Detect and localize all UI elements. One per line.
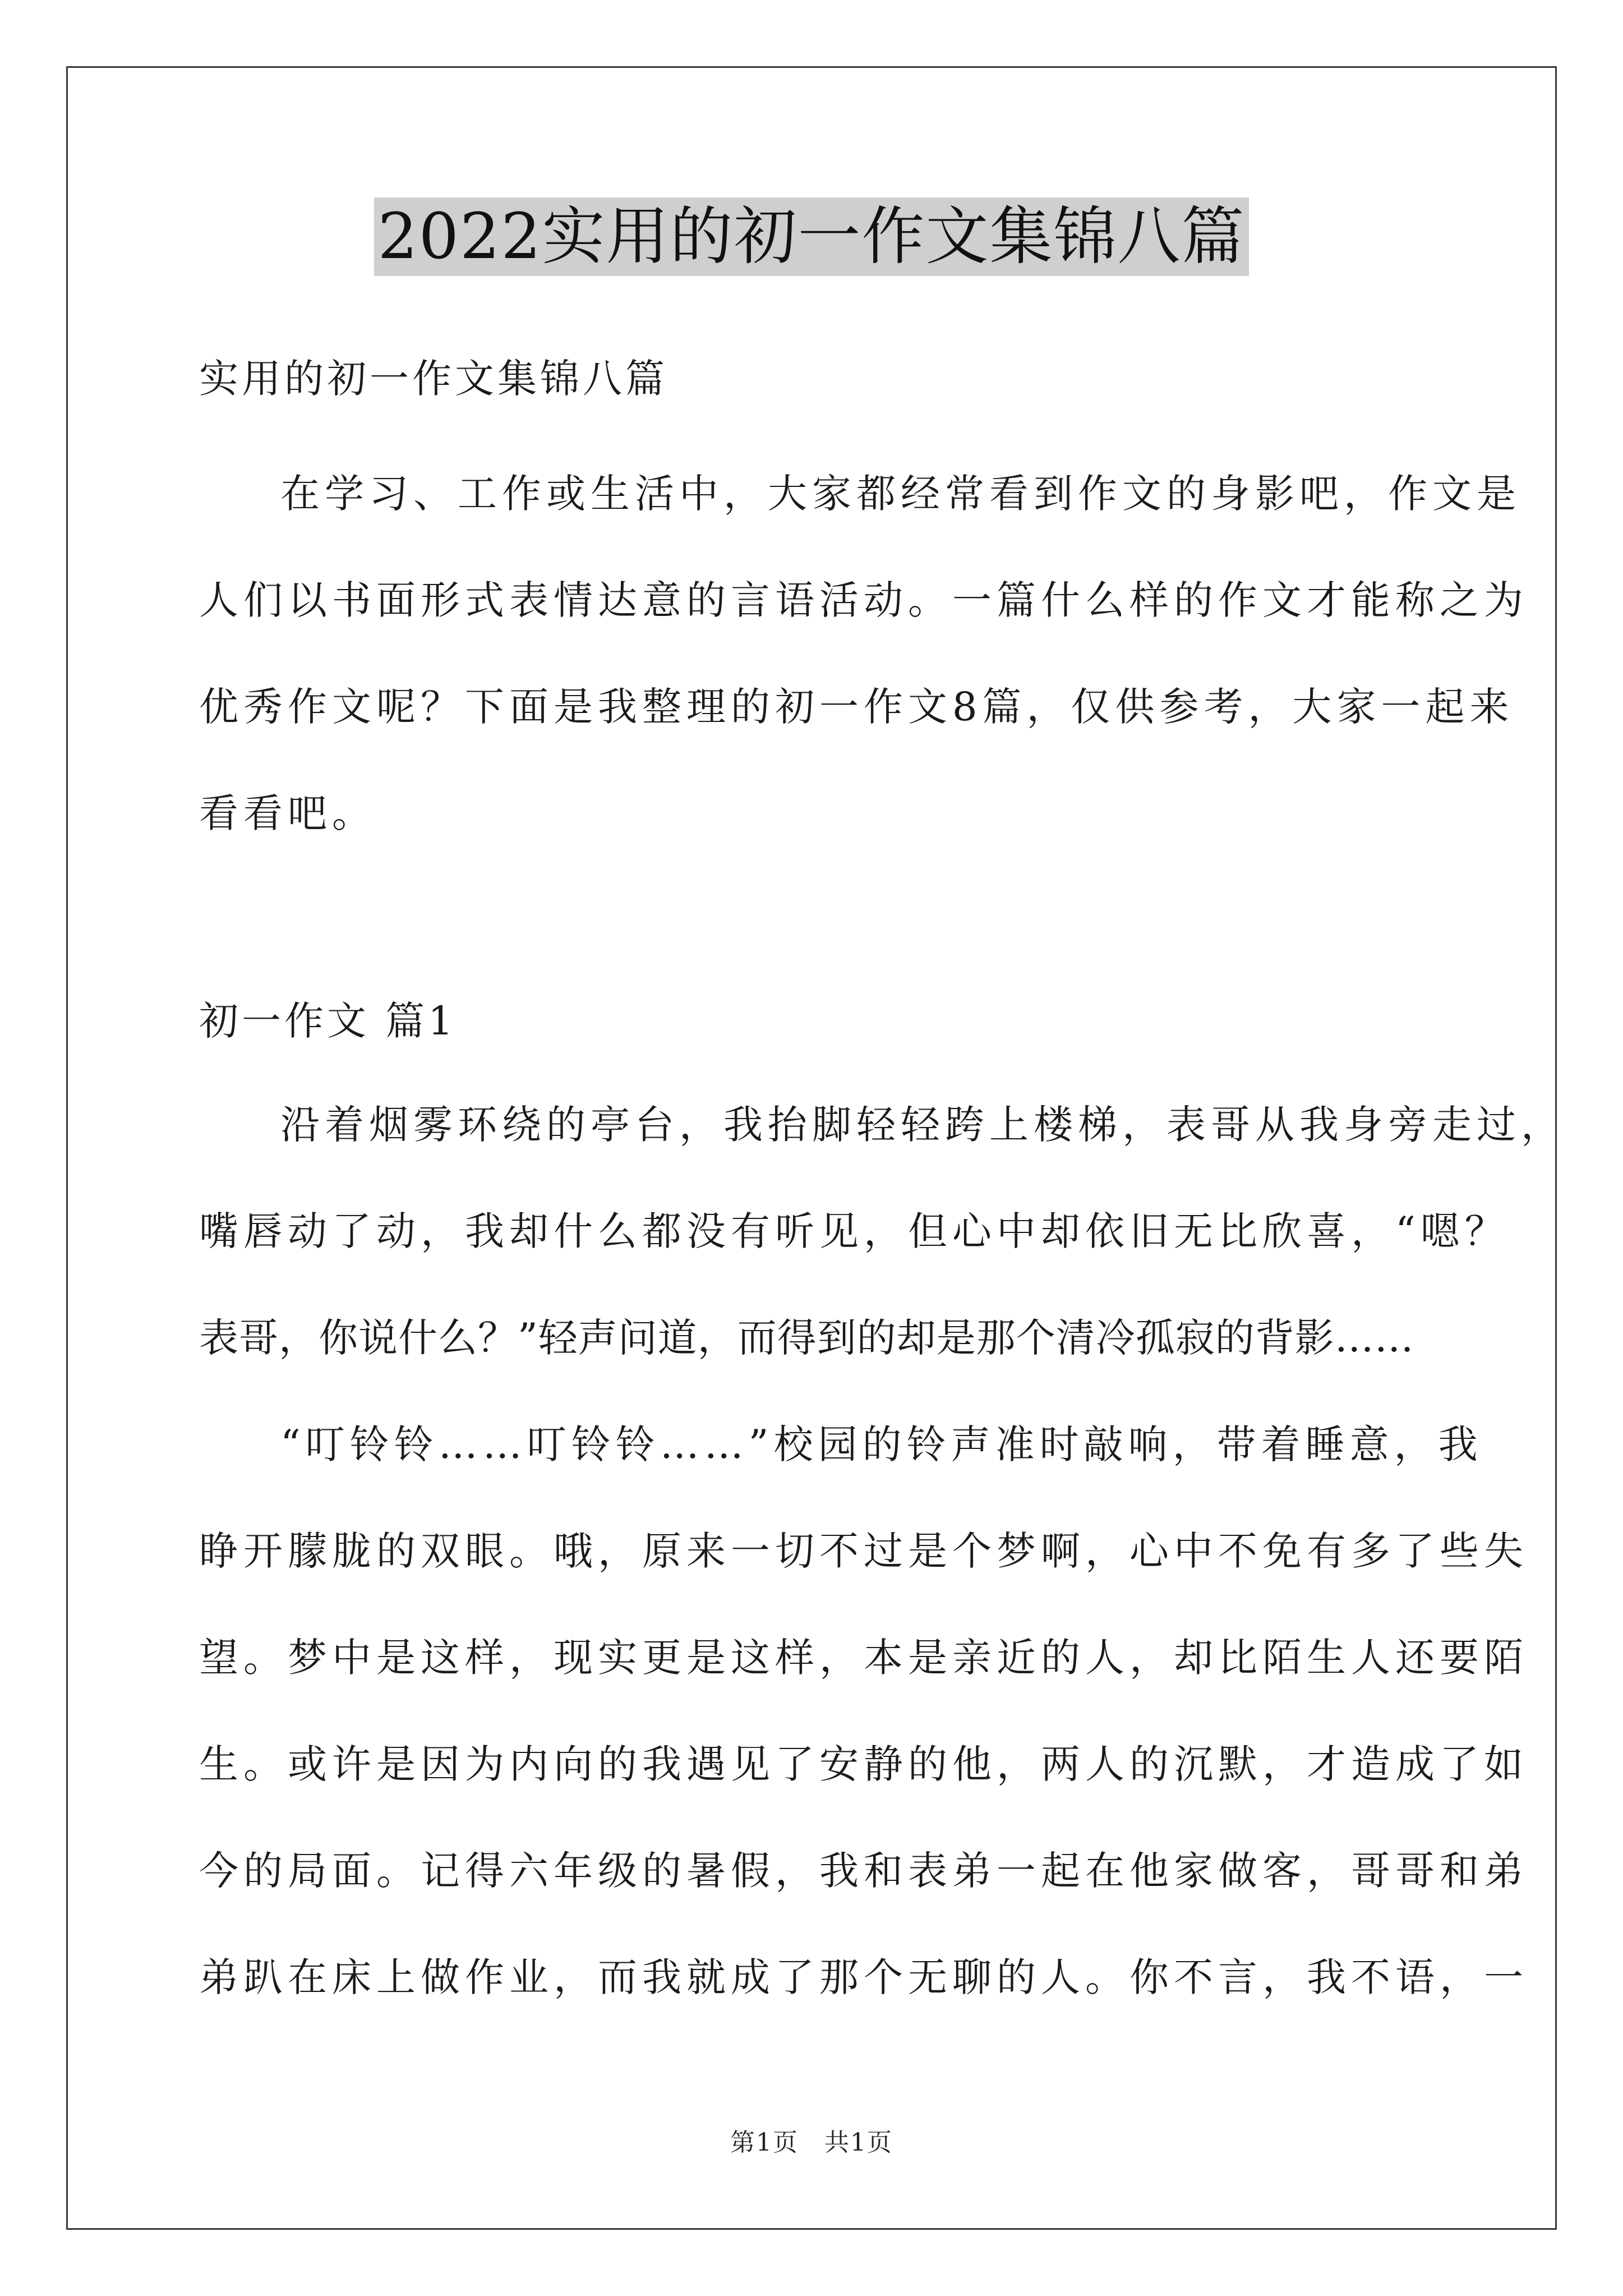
section1-paragraph-2 [199, 1391, 1528, 2031]
section-heading: 初一作文 篇1 [199, 998, 457, 1044]
section1-paragraph-1 [199, 1071, 1565, 1391]
intro-paragraph [199, 440, 1528, 867]
title-container [0, 197, 1623, 276]
paragraph-line: 弟趴在床上做作业，而我就成了那个无聊的人。你不言，我不语，一 [199, 1954, 1528, 2000]
document-title: 2022实用的初一作文集锦八篇 [374, 197, 1248, 276]
intro-line: 看看吧。 [199, 790, 376, 836]
paragraph-line: 表哥，你说什么？”轻声问道，而得到的却是那个清冷孤寂的背影…… [199, 1315, 1414, 1361]
paragraph-line: 嘴唇动了动，我却什么都没有听见，但心中却依旧无比欣喜，“嗯？ [199, 1208, 1509, 1254]
paragraph-line: 沿着烟雾环绕的亭台，我抬脚轻轻跨上楼梯，表哥从我身旁走过， [280, 1102, 1565, 1148]
paragraph-line: “叮铃铃……叮铃铃……”校园的铃声准时敲响，带着睡意，我 [280, 1421, 1483, 1467]
document-subtitle: 实用的初一作文集锦八篇 [199, 356, 668, 402]
paragraph-line: 望。梦中是这样，现实更是这样，本是亲近的人，却比陌生人还要陌 [199, 1635, 1528, 1681]
intro-line: 在学习、工作或生活中，大家都经常看到作文的身影吧，作文是 [280, 471, 1521, 517]
paragraph-line: 今的局面。记得六年级的暑假，我和表弟一起在他家做客，哥哥和弟 [199, 1848, 1528, 1894]
intro-line: 优秀作文呢？下面是我整理的初一作文8篇，仅供参考，大家一起来 [199, 684, 1514, 730]
paragraph-line: 睁开朦胧的双眼。哦，原来一切不过是个梦啊，心中不免有多了些失 [199, 1528, 1528, 1574]
page-footer: 第1页 共1页 [730, 2128, 893, 2157]
paragraph-line: 生。或许是因为内向的我遇见了安静的他，两人的沉默，才造成了如 [199, 1741, 1528, 1787]
intro-line: 人们以书面形式表情达意的言语活动。一篇什么样的作文才能称之为 [199, 577, 1528, 623]
